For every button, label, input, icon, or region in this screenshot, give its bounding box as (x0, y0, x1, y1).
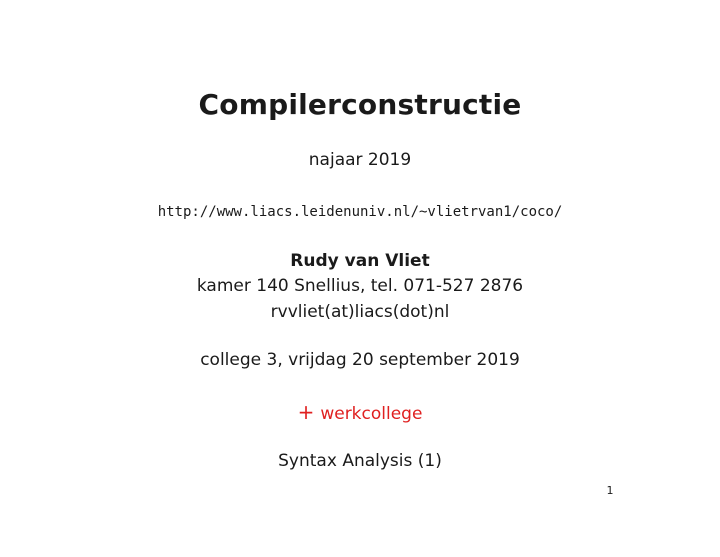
course-term: najaar 2019 (308, 150, 412, 170)
werkcollege-label: werkcollege (320, 404, 423, 424)
author-email: rvvliet(at)liacs(dot)nl (270, 302, 450, 322)
author-name: Rudy van Vliet (290, 251, 430, 271)
werkcollege-note (0, 400, 720, 424)
lecture-topic: Syntax Analysis (1) (278, 451, 442, 471)
course-url-link[interactable]: http://www.liacs.leidenuniv.nl/~vlietrvan1/coco/ (157, 204, 563, 220)
lecture-info: college 3, vrijdag 20 september 2019 (200, 350, 520, 370)
slide-title: Compilerconstructie (198, 88, 522, 121)
page-number: 1 (606, 484, 614, 497)
author-room-phone: kamer 140 Snellius, tel. 071-527 2876 (196, 276, 524, 296)
plus-icon: + (297, 400, 315, 424)
